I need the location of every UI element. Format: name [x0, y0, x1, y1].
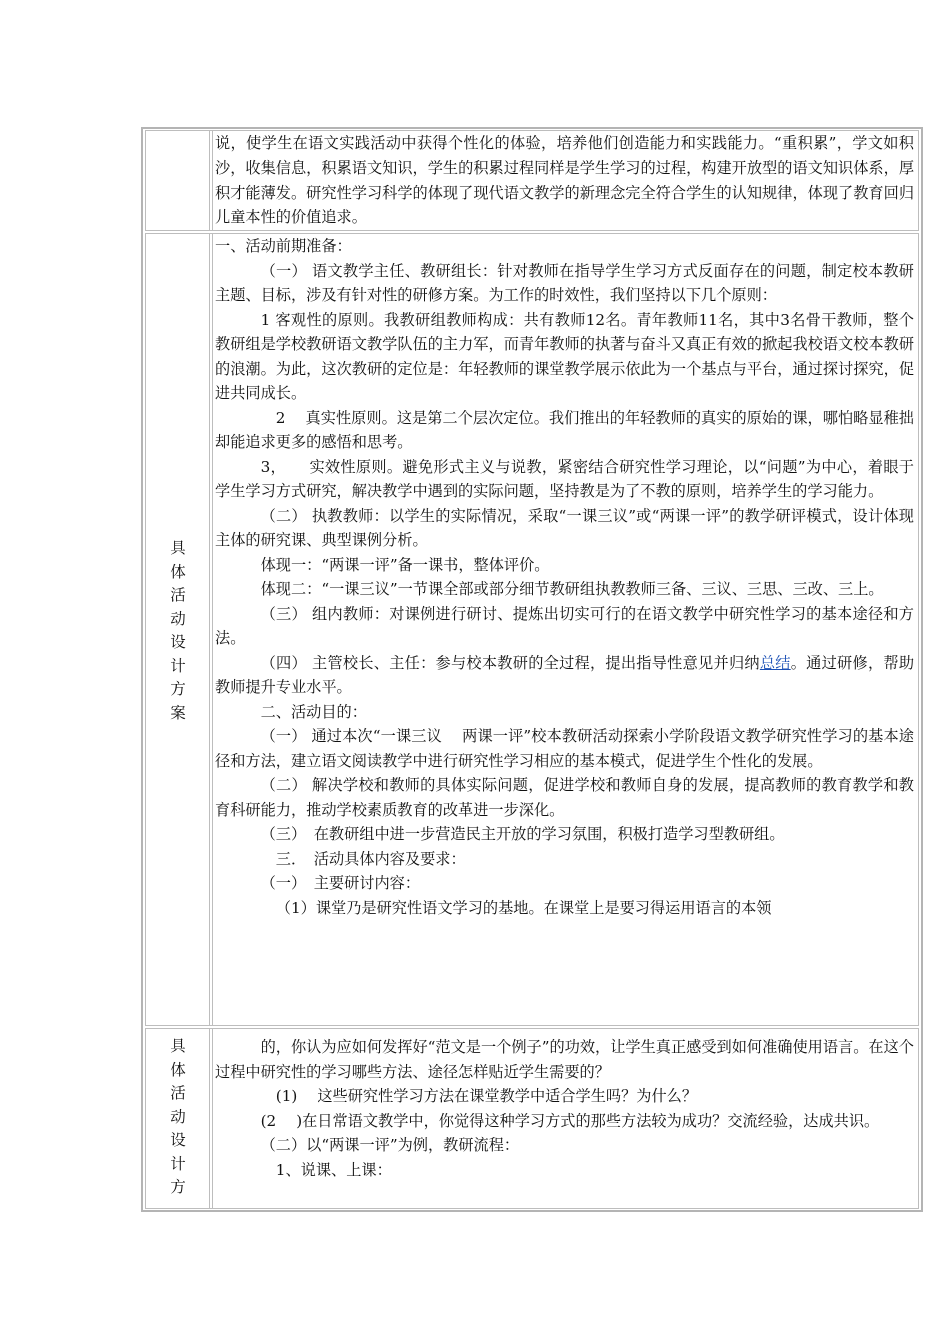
paragraph: 的，你认为应如何发挥好“范文是一个例子”的功效，让学生真正感受到如何准确使用语言。在这个过程中研究性的学习哪些方法、途径怎样贴近学生需要的？ [215, 1038, 914, 1081]
paragraph: 1、说课、上课： [275, 1160, 392, 1179]
section-heading: 一、活动前期准备： [215, 237, 352, 255]
paragraph: 3， 实效性原则。避免形式主义与说教，紧密结合研究性学习理论，以“问题”为中心，着眼于学生学习方式研究，解决教学中遇到的实际问题，坚持教是为了不教的原则，培养学生的学习能力。 [215, 457, 914, 500]
paragraph: （一） 通过本次“一课三议 两课一评”校本教研活动探索小学阶段语文教学研究性学习的基本途径和方法，建立语文阅读教学中进行研究性学习相应的基本模式，促进学生个性化的发展。 [215, 727, 914, 770]
summary-link[interactable]: 总结 [759, 653, 791, 672]
row-label-vertical: 具 体 活 动 设 计 方 [170, 1037, 186, 1196]
paragraph: （三） 在教研组中进一步营造民主开放的学习氛围，积极打造学习型教研组。 [260, 825, 785, 843]
row-content-cell [212, 131, 918, 230]
row-content-cell [212, 1029, 918, 1208]
paragraph: 1 客观性的原则。我教研组教师构成：共有教师12名。青年教师11名，其中3名骨干教师，整个教研组是学校教研语文教学队伍的主力军，而青年教师的执著与奋斗又真正有效的掀起我校语文校本教研的浪潮。为此，这次教研的定位是：年轻教师的课堂教学展示依此为一个基点与平台，通过探讨探究，促进共同成长。 [215, 310, 914, 402]
paragraph: (1) 这些研究性学习方法在课堂教学中适合学生吗？为什么？ [275, 1087, 698, 1105]
paragraph: （1）课堂乃是研究性语文学习的基地。在课堂上是要习得运用语言的本领 [275, 898, 772, 917]
paragraph: 2 真实性原则。这是第二个层次定位。我们推出的年轻教师的真实的原始的课，哪怕略显稚拙却能追求更多的感悟和思考。 [215, 408, 914, 451]
paragraph: 体现二：“一课三议”一节课全部或部分细节教研组执教教师三备、三议、三思、三改、三上。 [260, 580, 884, 598]
paragraph: （二） 执教教师：以学生的实际情况，采取“一课三议”或“两课一评”的教学研评模式，设计体现主体的研究课、典型课例分析。 [215, 506, 914, 549]
paragraph: （一） 主要研讨内容： [260, 874, 421, 892]
paragraph: （二） 解决学校和教师的具体实际问题，促进学校和教师自身的发展，提高教师的教育教学和教育科研能力，推动学校素质教育的改革进一步深化。 [215, 776, 914, 819]
row-content-cell [212, 234, 918, 1025]
paragraph: （一） 语文教学主任、教研组长：针对教师在指导学生学习方式反面存在的问题，制定校本教研主题、目标，涉及有针对性的研修方案。为工作的时效性，我们坚持以下几个原则： [215, 261, 914, 304]
paragraph: 说，使学生在语文实践活动中获得个性化的体验，培养他们创造能力和实践能力。“重积累”，学文如积沙，收集信息，积累语文知识，学生的积累过程同样是学生学习的过程，构建开放型的语文知识体系，厚积才能薄发。研究性学习科学的体现了现代语文教学的新理念完全符合学生的认知规律，体现了教育回归儿童本性的价值追求。 [215, 134, 914, 227]
paragraph: (2 )在日常语文教学中，你觉得这种学习方式的那些方法较为成功？交流经验，达成共识。 [260, 1111, 880, 1130]
paragraph: （四） 主管校长、主任：参与校本教研的全过程，提出指导性意见并归纳总结。通过研修，帮助教师提升专业水平。 [215, 653, 915, 696]
section-heading: 二、活动目的： [260, 702, 367, 721]
row-label-vertical: 具 体 活 动 设 计 方 案 [170, 539, 186, 722]
table-row [145, 233, 919, 1026]
document-table [141, 127, 923, 1212]
table-row [145, 1028, 919, 1209]
row-label-cell [146, 234, 210, 1025]
row-label-cell [146, 131, 210, 230]
paragraph: （三） 组内教师：对课例进行研讨、提炼出切实可行的在语文教学中研究性学习的基本途径和方法。 [215, 604, 914, 647]
table-row [145, 130, 919, 231]
paragraph: （二）以“两课一评”为例，教研流程： [260, 1136, 520, 1154]
section-heading: 三． 活动具体内容及要求： [275, 849, 466, 868]
paragraph: 体现一：“两课一评”备一课书，整体评价。 [260, 555, 550, 574]
row-label-cell [146, 1029, 210, 1208]
